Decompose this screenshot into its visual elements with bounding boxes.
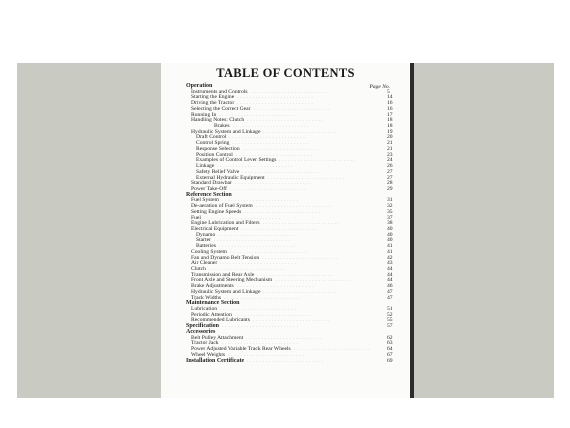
toc-page-number: 19 <box>387 128 393 135</box>
dot-leader: ························· <box>235 312 313 318</box>
toc-page-number: 27 <box>387 168 393 175</box>
toc-page-number: 40 <box>387 225 393 232</box>
dot-leader: ························· <box>209 267 287 272</box>
toc-entry-title: Lubrication <box>191 306 218 313</box>
toc-entry-title: Periodic Attention <box>191 311 232 318</box>
dot-leader: ························· <box>214 238 292 244</box>
dot-leader: ························· <box>241 226 319 232</box>
dot-leader: ························· <box>247 358 325 364</box>
dot-leader: ························· <box>268 175 346 181</box>
page-title: TABLE OF CONTENTS <box>216 66 355 80</box>
toc-page-number: 21 <box>387 140 393 147</box>
toc-entry-title: Fuel <box>191 214 201 221</box>
toc-entry-title: Instruments and Controls <box>191 88 248 95</box>
dot-leader: ························· <box>254 106 332 112</box>
toc-page-number: 40 <box>387 231 393 238</box>
toc-page-number: 47 <box>387 294 393 301</box>
dot-leader: ························· <box>228 352 306 358</box>
toc-entry-title: Safety Relief Valve <box>196 168 240 175</box>
toc-entry-title: Recommended Lubricants <box>191 317 250 324</box>
toc-page-number: 14 <box>387 94 393 101</box>
dot-leader: ························· <box>237 284 315 290</box>
toc-entry-title: Selecting the Correct Gear <box>191 105 251 112</box>
dot-leader: ························· <box>222 341 300 347</box>
toc-page-number: 55 <box>387 317 393 324</box>
toc-page-number: 20 <box>387 134 393 141</box>
dot-leader: ························· <box>237 101 315 107</box>
toc-entry-title: External Hydraulic Equipment <box>196 174 265 181</box>
dot-leader: ························· <box>224 295 302 301</box>
dot-leader: ························· <box>233 124 311 130</box>
dot-leader: ························· <box>237 95 315 101</box>
dot-leader: ························· <box>220 307 298 313</box>
dot-leader: ························· <box>219 244 297 250</box>
toc-entry-title: Control Spring <box>196 140 230 147</box>
toc-entry-title: Specification <box>186 323 219 330</box>
toc-page-number: 26 <box>387 163 393 170</box>
toc-page-number: 5 <box>387 88 390 95</box>
toc-entry-title: Wheel Weights <box>191 351 226 358</box>
dot-leader: ························· <box>263 289 341 295</box>
toc-entry-title: Fan and Dynamo Belt Tension <box>191 254 260 261</box>
toc-entry-title: Engine Lubrication and Filters <box>191 220 260 227</box>
dot-leader: ························· <box>218 232 296 238</box>
dot-leader: ························· <box>220 261 298 267</box>
toc-page-number: 18 <box>387 123 393 130</box>
toc-page-number: 21 <box>387 145 393 152</box>
toc-page-number: 62 <box>387 334 393 341</box>
table-of-contents <box>186 84 401 364</box>
dot-leader: ························· <box>204 215 282 221</box>
toc-entry-title: Batteries <box>196 243 216 250</box>
toc-page-number: 16 <box>387 100 393 107</box>
toc-page-number: 46 <box>387 283 393 290</box>
toc-page-number: 47 <box>387 288 393 295</box>
toc-page-number: 35 <box>387 208 393 215</box>
toc-entry-title: Fuel System <box>191 197 219 204</box>
dot-leader: ························· <box>230 186 308 192</box>
toc-entry-title: Running In <box>191 111 217 118</box>
dot-leader: ························· <box>262 255 340 261</box>
dot-leader: ························· <box>242 169 320 175</box>
toc-entry-title: Hydraulic System and Linkage <box>191 288 261 295</box>
toc-page-number: 41 <box>387 248 393 255</box>
toc-page-number: 24 <box>387 157 393 164</box>
toc-entry-title: Electrical Equipment <box>191 225 239 232</box>
toc-page-number: 17 <box>387 111 393 118</box>
page-edge-shadow <box>410 63 414 398</box>
toc-entry-title: Cooling System <box>191 248 227 255</box>
toc-entry-title: Maintenance Section <box>186 300 240 307</box>
toc-page-number: 16 <box>387 105 393 112</box>
dot-leader: ························· <box>251 89 329 95</box>
dot-leader: ························· <box>217 164 295 170</box>
dot-leader: ························· <box>232 141 310 147</box>
dot-leader: ························· <box>229 135 307 141</box>
dot-leader: ························· <box>243 146 321 152</box>
dot-leader: ························· <box>263 221 341 227</box>
dot-leader: ························· <box>246 335 324 341</box>
toc-section-heading <box>186 359 401 365</box>
toc-entry-title: Installation Certificate <box>186 357 245 364</box>
toc-entry-title: Tractor Jack <box>191 340 219 347</box>
toc-entry-title: Power Adjusted Variable Track Rear Wheels <box>191 346 291 353</box>
toc-entry-title: Accessories <box>186 328 216 335</box>
toc-entry-title: Power Take-Off <box>191 185 227 192</box>
dot-leader: ························· <box>275 278 353 284</box>
dot-leader: ························· <box>230 249 308 255</box>
toc-entry-title: Belt Pulley Attachment <box>191 334 244 341</box>
document-page <box>161 63 410 398</box>
toc-entry-title: Standard Drawbar <box>191 180 232 187</box>
toc-page-number: 69 <box>387 357 393 364</box>
dot-leader: ························· <box>236 152 314 158</box>
toc-entry-title: Brake Adjustments <box>191 283 234 290</box>
toc-entry-title: Air Cleaner <box>191 260 218 267</box>
toc-page-number: 27 <box>387 174 393 181</box>
toc-page-number: 57 <box>387 323 393 330</box>
dot-leader: ························· <box>263 129 341 135</box>
toc-entry-title: Linkage <box>196 163 215 170</box>
toc-page-number: 18 <box>387 117 393 124</box>
dot-leader: ························· <box>244 209 322 215</box>
toc-entry-title: Brakes <box>214 123 230 130</box>
dot-leader: ························· <box>256 204 334 210</box>
toc-page-number: 38 <box>387 220 393 227</box>
toc-entry-title: Setting Engine Speeds <box>191 208 242 215</box>
toc-page-number: 29 <box>387 185 393 192</box>
toc-entry-title: Examples of Control Lever Settings <box>196 157 277 164</box>
toc-entry-title: Reference Section <box>186 191 232 198</box>
toc-entry-title: Starting the Engine <box>191 94 235 101</box>
toc-entry-title: Handling Notes: Clutch <box>191 117 245 124</box>
toc-page-number: 44 <box>387 266 393 272</box>
toc-entry-title: Clutch <box>191 266 206 272</box>
toc-page-number: 67 <box>387 351 393 358</box>
toc-entry-title: Starter <box>196 237 211 244</box>
toc-entry-title: Dynamo <box>196 231 216 238</box>
toc-page-number: 44 <box>387 271 393 278</box>
toc-page-number: 37 <box>387 214 393 221</box>
toc-page-number: 28 <box>387 180 393 187</box>
dot-leader: ························· <box>294 347 372 353</box>
toc-page-number: 43 <box>387 260 393 267</box>
toc-page-number: 52 <box>387 311 393 318</box>
toc-entry-title: Driving the Tractor <box>191 100 235 107</box>
toc-entry-title: Track Widths <box>191 294 222 301</box>
dot-leader: ························· <box>279 158 357 164</box>
toc-page-number: 64 <box>387 346 393 353</box>
toc-entry-title: Response Selection <box>196 145 240 152</box>
dot-leader: ························· <box>253 318 331 324</box>
page-number-column-label: Page No. <box>369 84 390 90</box>
toc-entry-title: Position Control <box>196 151 233 158</box>
toc-page-number: 63 <box>387 340 393 347</box>
toc-page-number: 23 <box>387 151 393 158</box>
toc-entry-title: De-aeration of Fuel System <box>191 203 253 210</box>
toc-entry-title: Front Axle and Steering Mechanism <box>191 277 273 284</box>
toc-entry-title: Transmission and Rear Axle <box>191 271 255 278</box>
dot-leader: ························· <box>219 112 297 118</box>
toc-page-number: 32 <box>387 203 393 210</box>
toc-entry-title: Hydraulic System and Linkage <box>191 128 261 135</box>
dot-leader: ························· <box>247 118 325 124</box>
toc-page-number: 41 <box>387 243 393 250</box>
dot-leader: ························· <box>222 324 300 330</box>
toc-page-number: 31 <box>387 197 393 204</box>
toc-page-number: 51 <box>387 306 393 313</box>
dot-leader: ························· <box>235 181 313 187</box>
toc-entry-title: Draft Control <box>196 134 227 141</box>
toc-page-number: 44 <box>387 277 393 284</box>
toc-page-number: 40 <box>387 237 393 244</box>
toc-page-number: 42 <box>387 254 393 261</box>
toc-entry-title: Operation <box>186 83 213 89</box>
dot-leader: ························· <box>222 198 300 204</box>
dot-leader: ························· <box>257 272 335 278</box>
